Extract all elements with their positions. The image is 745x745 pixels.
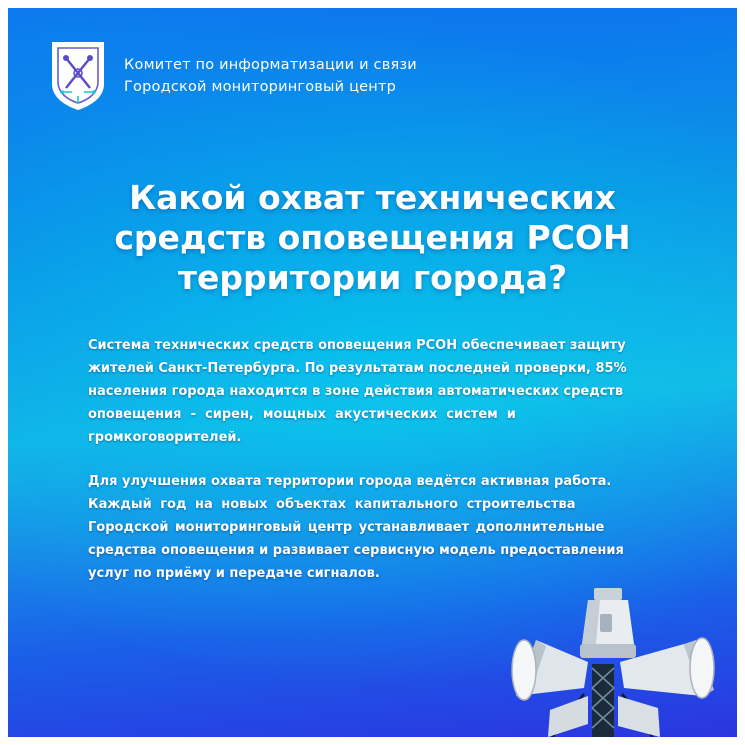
paragraph-line: услуг по приёму и передаче сигналов.	[88, 566, 380, 581]
title-line-2: средств оповещения РСОН	[114, 218, 631, 257]
paragraph-line: Система технических средств оповещения РСОН обеспечивает защиту	[88, 338, 626, 353]
title-line-3: территории города?	[177, 258, 568, 297]
city-crest-icon	[48, 38, 108, 112]
paragraph-line: Городской мониторинговый центр устанавливает дополнительные	[88, 520, 605, 535]
paragraph-line: оповещения - сирен, мощных акустических систем и	[88, 407, 516, 422]
paragraph-line: средства оповещения и развивает сервисную модель предоставления	[88, 543, 624, 558]
paragraph-line: Для улучшения охвата территории города ведётся активная работа.	[88, 474, 612, 489]
title-line-1: Какой охват технических	[129, 178, 616, 217]
info-card	[8, 8, 737, 737]
org-line-committee: Комитет по информатизации и связи	[124, 57, 417, 73]
page-title	[8, 178, 737, 298]
paragraph-coverage	[88, 334, 684, 449]
paragraph-line: Каждый год на новых объектах капитального строительства	[88, 497, 576, 512]
organization-name	[124, 54, 417, 98]
paragraph-improvement	[88, 470, 684, 585]
siren-loudspeaker-icon	[488, 584, 737, 737]
paragraph-line: жителей Санкт-Петербурга. По результатам последней проверки, 85%	[88, 361, 627, 376]
paragraph-line: населения города находится в зоне действия автоматических средств	[88, 384, 624, 399]
org-line-center: Городской мониторинговый центр	[124, 79, 397, 95]
paragraph-line: громкоговорителей.	[88, 430, 242, 445]
